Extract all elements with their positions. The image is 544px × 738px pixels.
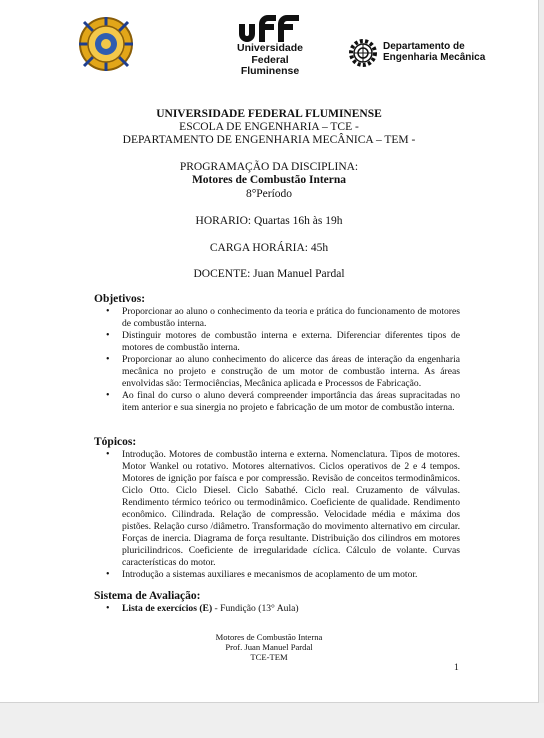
evaluation-section	[94, 590, 460, 615]
program-heading: PROGRAMAÇÃO DA DISCIPLINA:	[179, 161, 359, 173]
dept-logo-line2: Engenharia Mecânica	[383, 52, 486, 63]
evaluation-title: Sistema de Avaliação:	[94, 590, 201, 602]
university-name: UNIVERSIDADE FEDERAL FLUMINENSE	[156, 108, 382, 120]
course-period: 8°Período	[245, 188, 293, 200]
uff-logo-line3: Fluminense	[240, 65, 300, 77]
dept-logo-line1: Departamento de	[383, 41, 465, 52]
objective-item: • Proporcionar ao aluno conhecimento do alicerce das áreas de interação da engenharia mecânica no projeto e construção de um motor de combustão interna. As áreas envolvidas são: Termociências, Mecânica aplicada e Processos de Fabricação.	[94, 354, 460, 390]
evaluation-item	[94, 603, 460, 615]
topics-list	[94, 449, 460, 581]
uff-logo-line2: Federal	[251, 53, 289, 66]
viewer-background	[0, 703, 544, 738]
footer-professor: Prof. Juan Manuel Pardal	[225, 642, 313, 652]
course-name: Motores de Combustão Interna	[191, 174, 347, 186]
evaluation-item-detail: - Fundição (13° Aula)	[212, 603, 299, 614]
course-teacher: DOCENTE: Juan Manuel Pardal	[193, 268, 345, 280]
department-name: DEPARTAMENTO DE ENGENHARIA MECÂNICA – TEM -	[122, 134, 416, 146]
uff-logo-line1: Universidade	[237, 42, 303, 54]
topics-title: Tópicos:	[94, 436, 137, 448]
objective-item: • Distinguir motores de combustão interna e externa. Diferenciar diferentes tipos de motores de combustão interna.	[94, 330, 460, 354]
footer-course: Motores de Combustão Interna	[215, 632, 323, 642]
course-workload: CARGA HORÁRIA: 45h	[209, 242, 329, 254]
course-schedule: HORARIO: Quartas 16h às 19h	[195, 215, 343, 227]
gear-icon	[348, 38, 378, 68]
page-number: 1	[454, 662, 459, 673]
objective-item: • Proporcionar ao aluno o conhecimento da teoria e prática do funcionamento de motores de combustão interna.	[94, 306, 460, 330]
engineering-school-seal-logo	[78, 16, 134, 72]
topics-section	[94, 436, 460, 581]
department-logo	[348, 38, 498, 68]
topic-item: • Introdução a sistemas auxiliares e mecanismos de acoplamento de um motor.	[94, 569, 460, 581]
footer-unit: TCE-TEM	[250, 652, 288, 662]
uff-logo	[230, 14, 310, 86]
objective-item: • Ao final do curso o aluno deverá compreender importância das áreas supracitadas no item anterior e sua sinergia no projeto e fabricação de um motor de combustão interna.	[94, 390, 460, 414]
evaluation-list	[94, 603, 460, 615]
uff-mark-icon	[235, 14, 305, 42]
objectives-section	[94, 293, 460, 414]
evaluation-item-name: Lista de exercícios (E)	[122, 603, 213, 614]
objectives-title: Objetivos:	[94, 293, 146, 305]
page-footer	[0, 632, 538, 662]
topic-item: • Introdução. Motores de combustão interna e externa. Nomenclatura. Tipos de motores. Motor Wankel ou rotativo. Motores alternativos. Ciclos operativos de 2 e 4 tempos. Motores de ignição por faísca e por compressão. Revisão de conceitos termodinâmicos. Ciclo Otto. Ciclo Diesel. Ciclo Sabathé. Ciclo real. Cruzamento de válvulas. Rendimento térmico teórico ou termodinâmico. Coeficiente de qualidade. Rendimento econômico. Cilindrada. Relação de compressão. Velocidade média e máxima dos pistões. Relação curso /diâmetro. Transformação do movimento alternativo em circular. Forças de inercia. Diagrama de força resultante. Distribuição dos cilindros em motores pluricilindricos. Coeficiente de irregularidade cíclica. Cálculo de volante. Curvas características do motor.	[94, 449, 460, 569]
school-name: ESCOLA DE ENGENHARIA – TCE -	[179, 121, 359, 133]
objectives-list	[94, 306, 460, 414]
